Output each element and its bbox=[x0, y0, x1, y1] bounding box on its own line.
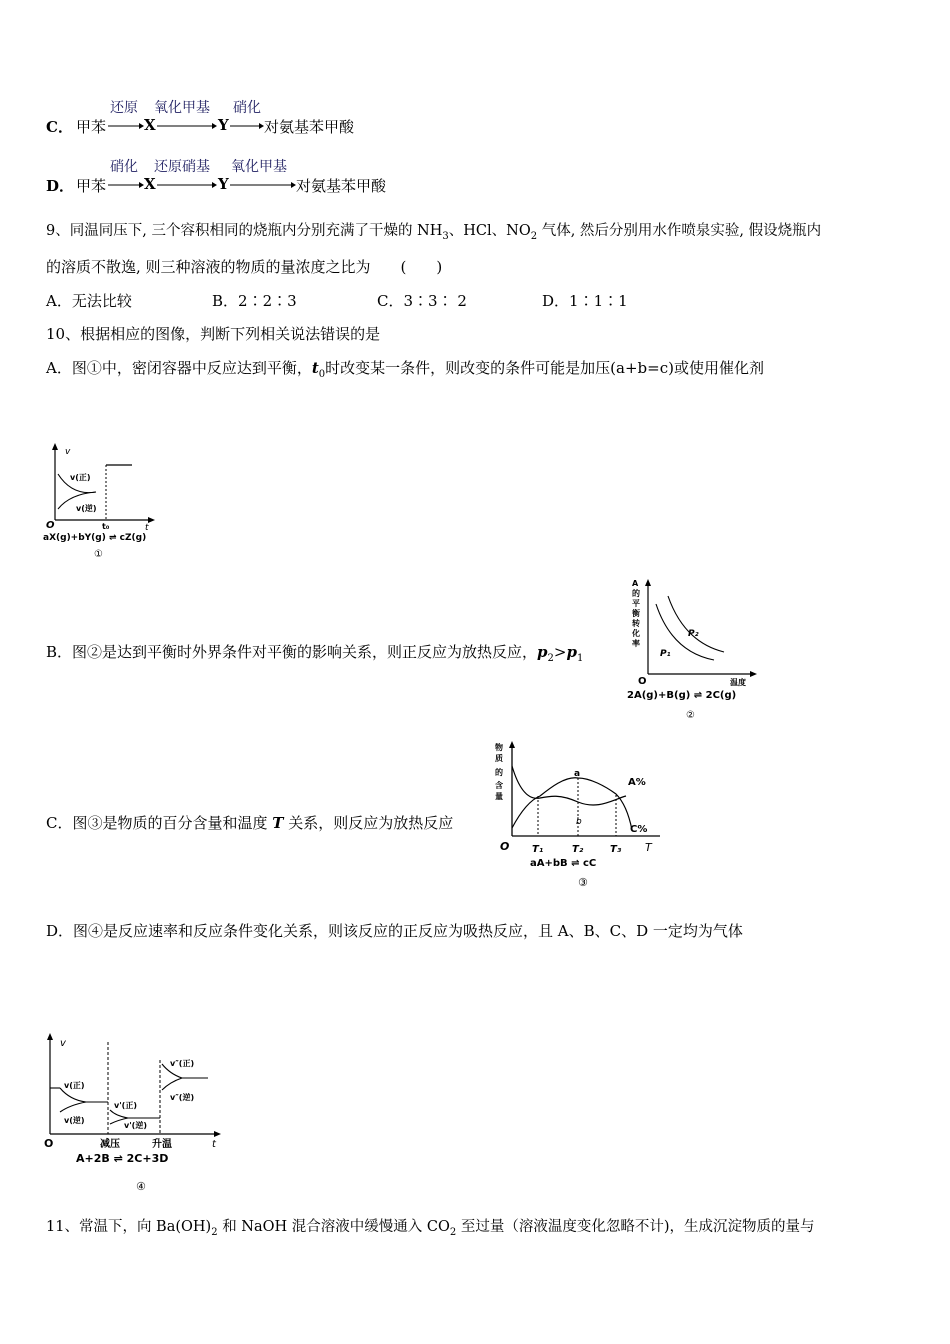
vr-label: v(逆) bbox=[64, 1116, 85, 1125]
reaction-arrow bbox=[157, 122, 217, 130]
figure-2-conversion-temperature bbox=[624, 574, 769, 726]
figure-3-content-temperature bbox=[490, 738, 670, 894]
ylabel-char: 衡 bbox=[632, 609, 640, 618]
subscript: 2 bbox=[211, 1226, 218, 1238]
vr1-label: v'(逆) bbox=[124, 1121, 147, 1130]
ylabel-char: 量 bbox=[495, 792, 503, 801]
point-b-label: b bbox=[576, 817, 582, 827]
step-label: 氧化甲基 bbox=[154, 100, 210, 116]
q11-text: 11、常温下，向 Ba(OH) bbox=[46, 1219, 212, 1235]
q8-option-c bbox=[46, 114, 376, 140]
vf-label: v(正) bbox=[70, 473, 91, 482]
equation-label: 2A(g)+B(g) ⇌ 2C(g) bbox=[627, 690, 737, 701]
ylabel-char: 的 bbox=[495, 768, 503, 777]
origin-label: O bbox=[46, 520, 55, 531]
q10-option-d: D．图④是反应速率和反应条件变化关系，则该反应的正反应为吸热反应，且 A、B、C、D 一定均为气体 bbox=[46, 922, 743, 940]
step-label: 硝化 bbox=[110, 159, 138, 175]
ylabel-char: 平 bbox=[632, 599, 640, 608]
vr2-label: v″(逆) bbox=[170, 1093, 195, 1102]
start-compound: 甲苯 bbox=[76, 118, 107, 136]
q10-text: A．图①中，密闭容器中反应达到平衡， bbox=[46, 359, 312, 377]
end-product: 对氨基苯甲酸 bbox=[296, 177, 387, 195]
symbol-p: p bbox=[566, 643, 577, 661]
origin-label: O bbox=[638, 676, 647, 687]
ylabel-char: 物 bbox=[495, 743, 503, 752]
figure-number: ② bbox=[686, 710, 695, 721]
c-percent-label: C% bbox=[630, 824, 648, 835]
subscript: 0 bbox=[318, 369, 326, 380]
q10-text: C．图③是物质的百分含量和温度 bbox=[46, 814, 273, 832]
symbol-p: p bbox=[537, 643, 548, 661]
vf1-label: v'(正) bbox=[114, 1101, 137, 1110]
subscript: 1 bbox=[576, 653, 584, 664]
t1-label: T₁ bbox=[532, 844, 544, 855]
equation-label: aA+bB ⇌ cC bbox=[530, 858, 597, 869]
q10-text: > bbox=[553, 643, 567, 661]
reaction-arrow bbox=[157, 181, 217, 189]
ylabel-char: 含 bbox=[495, 781, 503, 790]
q10-option-b bbox=[46, 641, 583, 670]
origin-label: O bbox=[44, 1137, 54, 1150]
intermediate-x: X bbox=[144, 175, 156, 193]
reaction-arrow bbox=[108, 181, 144, 189]
ylabel-char: 率 bbox=[632, 639, 640, 648]
ylabel-char: 转 bbox=[632, 619, 640, 628]
ylabel-char: 质 bbox=[495, 754, 503, 763]
q11-stem bbox=[46, 1216, 815, 1244]
end-product: 对氨基苯甲酸 bbox=[264, 118, 355, 136]
figure-number: ① bbox=[94, 549, 103, 560]
heating-label: 升温 bbox=[152, 1139, 172, 1150]
ylabel-char: 化 bbox=[632, 629, 640, 638]
symbol-t: t bbox=[311, 359, 319, 377]
q9-option-c: C．3∶3∶ 2 bbox=[377, 292, 467, 310]
q11-text: 和 NaOH 混合溶液中缓慢通入 CO bbox=[217, 1219, 450, 1235]
q10-text: 时改变某一条件，则改变的条件可能是加压(a+b=c)或使用催化剂 bbox=[325, 359, 764, 377]
intermediate-y: Y bbox=[218, 116, 229, 134]
t2-label: T₂ bbox=[572, 844, 584, 855]
ylabel-char: A bbox=[632, 579, 639, 588]
figure-1-rate-time bbox=[40, 440, 180, 565]
vr-label: v(逆) bbox=[76, 504, 97, 513]
equation-label: A+2B ⇌ 2C+3D bbox=[76, 1152, 169, 1165]
q10-option-c bbox=[46, 812, 453, 834]
decompress-label: 减压 bbox=[100, 1139, 120, 1150]
origin-label: O bbox=[500, 840, 510, 853]
axis-t-label: T bbox=[645, 841, 652, 854]
x-axis-label: 温度 bbox=[730, 678, 746, 687]
reaction-arrow bbox=[108, 122, 144, 130]
p1-label: P₁ bbox=[660, 649, 671, 659]
equation-label: aX(g)+bY(g) ⇌ cZ(g) bbox=[43, 533, 147, 543]
q11-text: 至过量（溶液温度变化忽略不计)，生成沉淀物质的量与 bbox=[456, 1219, 815, 1235]
q9-option-d: D．1∶1∶1 bbox=[542, 292, 628, 310]
q10-option-a bbox=[46, 357, 764, 386]
q9-stem-line2: 的溶质不散逸, 则三种溶液的物质的量浓度之比为 ( ) bbox=[46, 258, 443, 276]
start-compound: 甲苯 bbox=[76, 177, 107, 195]
q9-text: 9、同温同压下, 三个容积相同的烧瓶内分别充满了干燥的 NH bbox=[46, 223, 443, 239]
y-axis-label bbox=[495, 742, 503, 801]
step-label: 氧化甲基 bbox=[231, 159, 287, 175]
q9-option-a: A．无法比较 bbox=[46, 292, 132, 310]
figure-4-rate-conditions bbox=[40, 1030, 225, 1200]
a-percent-label: A% bbox=[628, 777, 646, 788]
vf2-label: v″(正) bbox=[170, 1059, 195, 1068]
q9-option-b: B．2∶2∶3 bbox=[212, 292, 297, 310]
axis-t-label: t bbox=[212, 1139, 216, 1150]
q9-text: 气体, 然后分别用水作喷泉实验, 假设烧瓶内 bbox=[537, 223, 822, 239]
axis-v-label: v bbox=[65, 447, 71, 457]
figure-number: ④ bbox=[136, 1180, 146, 1193]
point-a-label: a bbox=[574, 769, 581, 779]
symbol-T: T bbox=[272, 814, 284, 832]
y-axis-label bbox=[631, 579, 640, 648]
q9-stem-line1 bbox=[46, 220, 821, 248]
vf-label: v(正) bbox=[64, 1081, 85, 1090]
t3-label: T₃ bbox=[610, 844, 622, 855]
axis-t-label: t bbox=[145, 523, 149, 533]
t0-label: t₀ bbox=[102, 522, 110, 531]
q9-text: 、HCl、NO bbox=[448, 223, 531, 239]
step-label: 还原硝基 bbox=[154, 159, 210, 175]
axis-v-label: v bbox=[60, 1038, 66, 1049]
reaction-arrow bbox=[230, 181, 296, 189]
q10-stem: 10、根据相应的图像，判断下列相关说法错误的是 bbox=[46, 325, 381, 343]
subscript: 2 bbox=[449, 1226, 457, 1238]
option-letter: C． bbox=[46, 118, 73, 136]
reaction-arrow bbox=[230, 122, 264, 130]
q10-text: 关系，则反应为放热反应 bbox=[283, 814, 454, 832]
option-letter: D． bbox=[46, 177, 75, 195]
p2-label: P₂ bbox=[688, 629, 699, 639]
subscript: 2 bbox=[530, 230, 538, 242]
intermediate-x: X bbox=[144, 116, 156, 134]
q8-option-d bbox=[46, 173, 406, 199]
subscript: 2 bbox=[547, 653, 554, 664]
step-label: 还原 bbox=[110, 100, 138, 116]
q10-text: B．图②是达到平衡时外界条件对平衡的影响关系，则正反应为放热反应， bbox=[46, 643, 538, 661]
intermediate-y: Y bbox=[218, 175, 229, 193]
figure-number: ③ bbox=[578, 876, 588, 889]
ylabel-char: 的 bbox=[632, 589, 640, 598]
step-label: 硝化 bbox=[233, 100, 261, 116]
subscript: 3 bbox=[442, 230, 449, 242]
